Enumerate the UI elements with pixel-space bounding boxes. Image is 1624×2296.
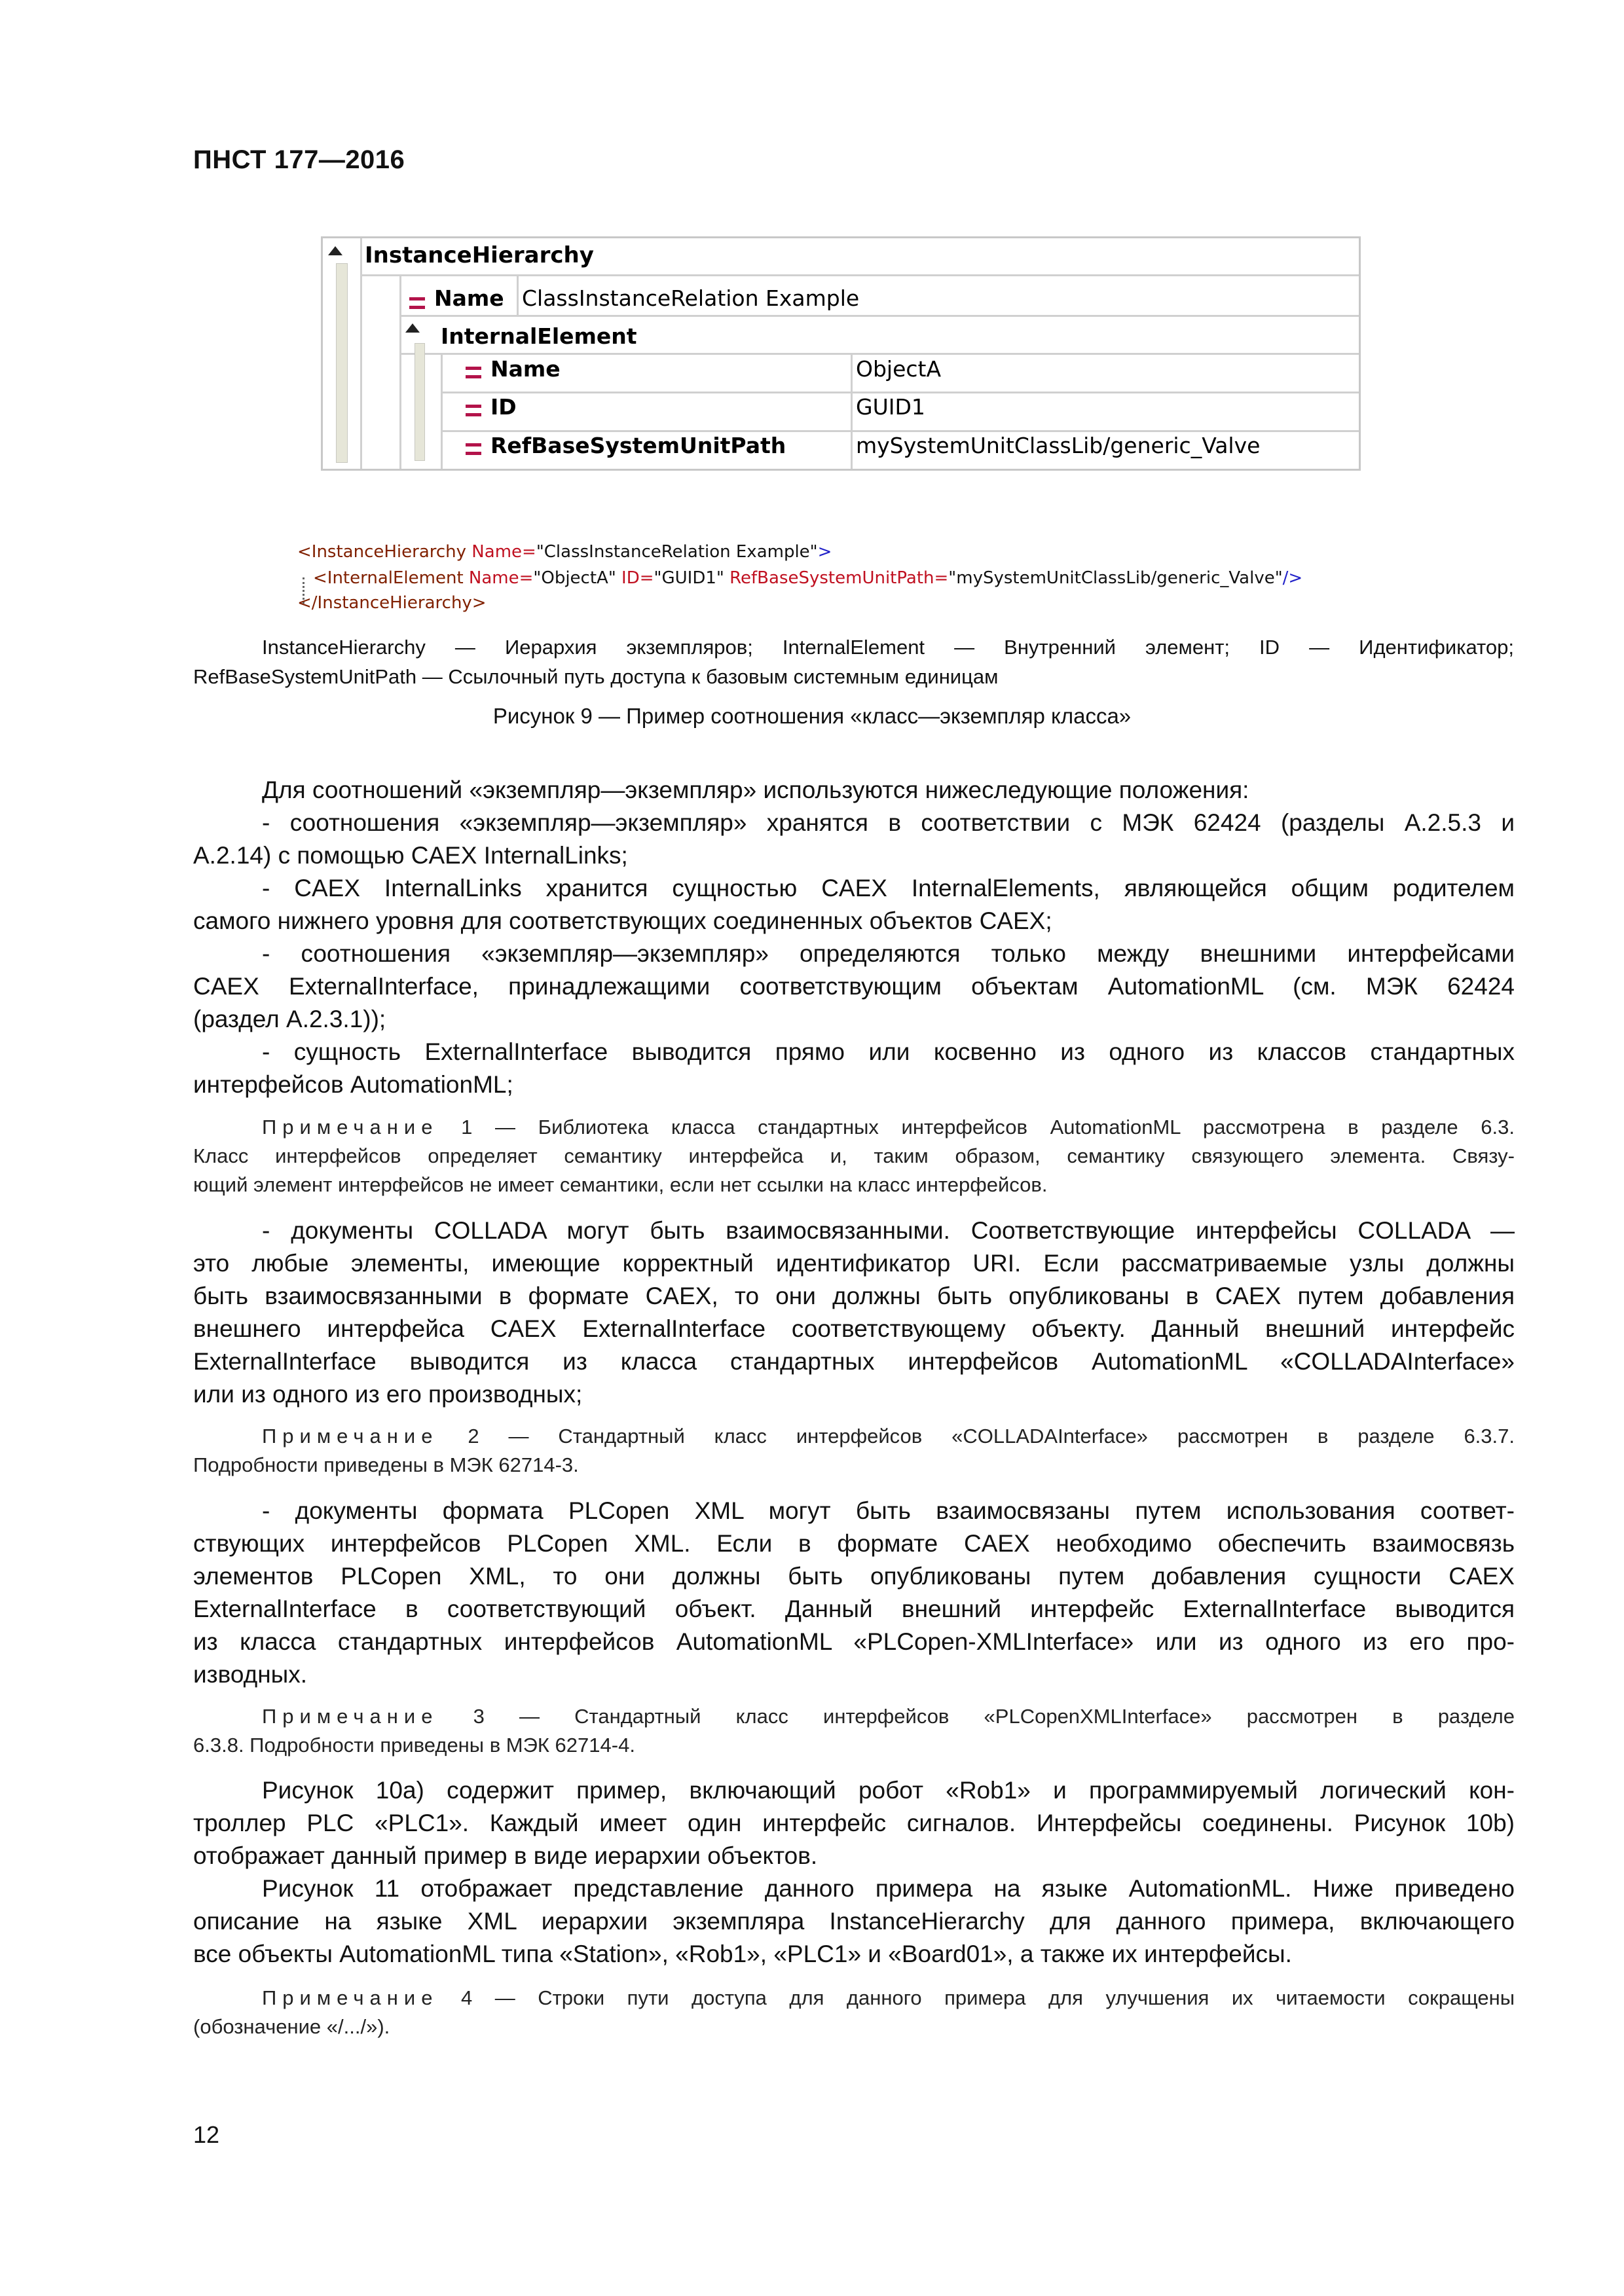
xml-tag: > [817,542,832,562]
note-line: Подробности приведены в МЭК 62714-3. [193,1453,579,1476]
paragraph-line: ExternalInterface выводится из класса стандартных интерфейсов AutomationML «COLLADAInterface» [193,1348,1515,1375]
paragraph-line: внешнего интерфейса CAEX ExternalInterface соответствующему объекту. Данный внешний интерфейс [193,1315,1515,1342]
xml-code-line-2 [313,568,1302,588]
paragraph-line: из класса стандартных интерфейсов AutomationML «PLCopen-XMLInterface» или из одного из его про- [193,1628,1515,1655]
paragraph-line: - соотношения «экземпляр—экземпляр» хранятся в соответствии с МЭК 62424 (разделы А.2.5.3 и [262,809,1515,836]
paragraph-line: описание на языке XML иерархии экземпляра InstanceHierarchy для данного примера, включающего [193,1908,1515,1935]
attribute-icon [466,367,481,378]
page-number: 12 [193,2121,220,2148]
note-text: 1 — Библиотека класса стандартных интерфейсов AutomationML рассмотрена в разделе 6.3. [438,1116,1515,1139]
divider [441,353,443,469]
tree-title: InstanceHierarchy [365,242,594,268]
xml-code-line-3: </InstanceHierarchy> [297,593,487,613]
note-text: 2 — Стандартный класс интерфейсов «COLLADAInterface» рассмотрен в разделе 6.3.7. [438,1425,1515,1448]
paragraph-line: - CAEX InternalLinks хранится сущностью CAEX InternalElements, являющейся общим родителем [262,875,1515,902]
note-line [262,1422,1515,1451]
figure-legend-line-2: RefBaseSystemUnitPath — Ссылочный путь доступа к базовым системным единицам [193,665,999,688]
paragraph-line: ExternalInterface в соответствующий объект. Данный внешний интерфейс ExternalInterface выводится [193,1595,1515,1622]
xml-value: "ObjectA" [533,568,616,588]
collapse-arrow-icon [328,246,342,255]
element-name: InternalElement [441,323,637,349]
note-label: Примечание [262,1116,439,1139]
attribute-icon [409,297,425,309]
attr-key: Name [434,285,504,311]
paragraph-line: CAEX ExternalInterface, принадлежащими соответствующим объектам AutomationML (см. МЭК 62424 [193,973,1515,1000]
xml-tag: <InstanceHierarchy [297,542,467,562]
tree-gutter-2 [362,276,399,469]
paragraph-line: отображает данный пример в виде иерархии объектов. [193,1842,818,1869]
figure-legend-line-1: InstanceHierarchy — Иерархия экземпляров; InternalElement — Внутренний элемент; ID — Идентификатор; [262,636,1514,659]
paragraph-line: интерфейсов AutomationML; [193,1071,513,1098]
divider [399,276,401,469]
note-line: Класс интерфейсов определяет семантику интерфейса и, таким образом, семантику связующего элемента. Связу- [193,1144,1515,1167]
collapse-arrow-icon [405,323,420,333]
attr-key: Name [490,356,561,382]
xml-attr: RefBaseSystemUnitPath= [724,568,949,588]
paragraph-line: Для соотношений «экземпляр—экземпляр» используются нижеследующие положения: [262,776,1249,803]
tree-scrollbar-2 [415,343,425,461]
paragraph-line: ствующих интерфейсов PLCopen XML. Если в формате CAEX необходимо обеспечить взаимосвязь [193,1530,1515,1557]
paragraph-line: быть взаимосвязанными в формате CAEX, то они должны быть опубликованы в CAEX путем добавления [193,1283,1515,1309]
divider [399,315,1359,317]
note-line: 6.3.8. Подробности приведены в МЭК 62714-4. [193,1734,635,1757]
xml-value: "mySystemUnitClassLib/generic_Valve" [948,568,1283,588]
note-text: 3 — Стандартный класс интерфейсов «PLCopenXMLInterface» рассмотрен в разделе [438,1705,1515,1728]
divider [441,392,1359,393]
paragraph-line: или из одного из его производных; [193,1381,583,1408]
paragraph-line: элементов PLCopen XML, то они должны быть опубликованы путем добавления сущности CAEX [193,1563,1515,1590]
note-line [262,1113,1515,1142]
note-line: (обозначение «/.../»). [193,2015,390,2038]
xml-attr: Name= [463,568,534,588]
note-line [262,1984,1515,2013]
divider [517,276,519,315]
attribute-icon [466,405,481,416]
note-label: Примечание [262,1705,439,1728]
paragraph-line: Рисунок 11 отображает представление данного примера на языке AutomationML. Ниже приведено [262,1875,1515,1902]
xml-code-line-1 [297,542,832,562]
xml-tag: /> [1282,568,1303,588]
attr-value: GUID1 [856,394,925,420]
xml-value: "ClassInstanceRelation Example" [536,542,818,562]
xml-tree-figure [321,236,1361,471]
divider [399,353,1359,355]
figure-caption: Рисунок 9 — Пример соотношения «класс—экземпляр класса» [492,704,1132,728]
paragraph-line: это любые элементы, имеющие корректный идентификатор URI. Если рассматриваемые узлы должны [193,1250,1515,1277]
paragraph-line: Рисунок 10а) содержит пример, включающий робот «Rob1» и программируемый логический кон- [262,1777,1515,1804]
document-header: ПНСТ 177—2016 [193,145,405,174]
paragraph-line: изводных. [193,1661,308,1688]
paragraph-line: троллер PLC «PLC1». Каждый имеет один интерфейс сигналов. Интерфейсы соединены. Рисунок 10b) [193,1810,1515,1836]
paragraph-line: - документы формата PLCopen XML могут быть взаимосвязаны путем использования соответ- [262,1497,1515,1524]
note-label: Примечание [262,1986,439,2009]
paragraph-line: самого нижнего уровня для соответствующих соединенных объектов CAEX; [193,907,1052,934]
xml-attr: ID= [616,568,654,588]
attr-value: mySystemUnitClassLib/generic_Valve [856,433,1261,458]
paragraph-line: (раздел А.2.3.1)); [193,1006,386,1032]
divider [851,353,853,469]
paragraph-line: - соотношения «экземпляр—экземпляр» определяются только между внешними интерфейсами [262,940,1515,967]
paragraph-line: - документы COLLADA могут быть взаимосвязанными. Соответствующие интерфейсы COLLADA — [262,1217,1515,1244]
xml-attr: Name= [466,542,536,562]
note-line: ющий элемент интерфейсов не имеет семантики, если нет ссылки на класс интерфейсов. [193,1173,1048,1196]
attr-key: ID [490,394,517,420]
divider [441,430,1359,432]
attribute-icon [466,443,481,455]
paragraph-line: - сущность ExternalInterface выводится прямо или косвенно из одного из классов стандартных [262,1038,1515,1065]
note-label: Примечание [262,1425,439,1448]
note-text: 4 — Строки пути доступа для данного примера для улучшения их читаемости сокращены [438,1986,1515,2009]
note-line [262,1702,1515,1731]
attr-key: RefBaseSystemUnitPath [490,433,786,458]
attr-value: ClassInstanceRelation Example [522,285,860,311]
paragraph-line: А.2.14) с помощью CAEX InternalLinks; [193,842,628,869]
attr-value: ObjectA [856,356,942,382]
xml-tag: <InternalElement [313,568,464,588]
paragraph-line: все объекты AutomationML типа «Station», «Rob1», «PLC1» и «Board01», а также их интерфейсы. [193,1941,1292,1967]
tree-scrollbar [336,263,348,463]
xml-value: "GUID1" [654,568,724,588]
